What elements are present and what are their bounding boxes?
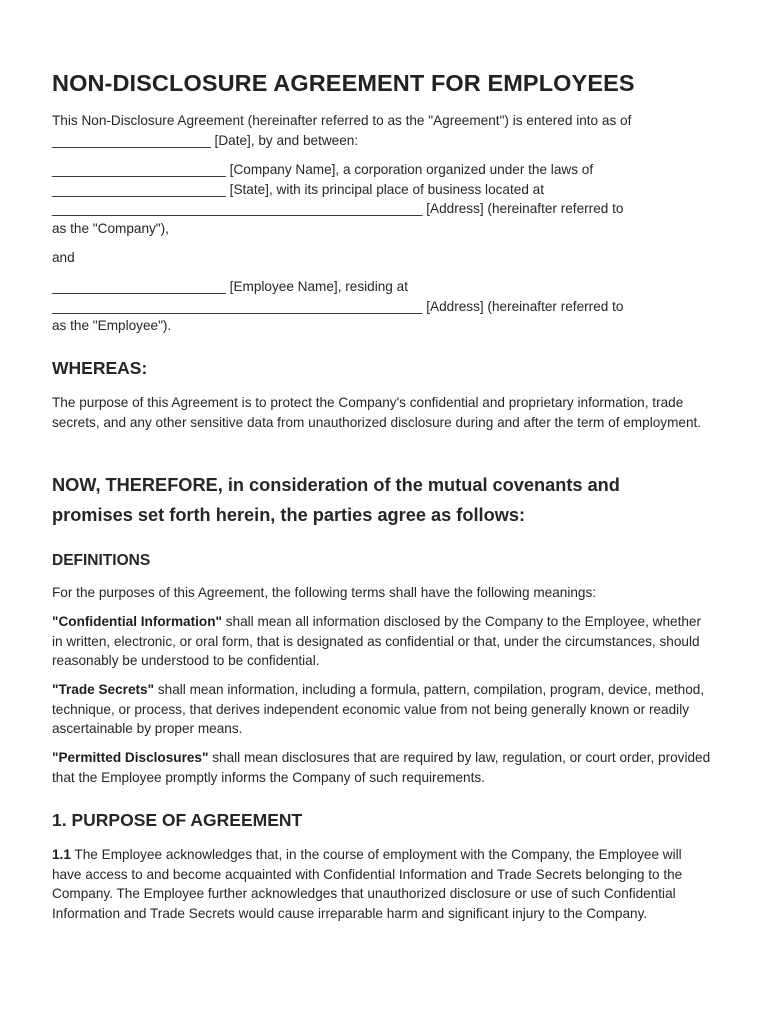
company-line-3: _________________________________________________ [Address] (hereinafter referred to — [52, 201, 624, 217]
definition-term: "Confidential Information" — [52, 614, 222, 629]
and-text: and — [52, 250, 75, 265]
definition-permitted-disclosures — [52, 748, 712, 787]
definition-trade-secrets — [52, 680, 718, 739]
intro-line-2: _____________________ [Date], by and between: — [52, 132, 359, 148]
definition-text: shall mean information, including a formula, pattern, compilation, program, device, method, technique, or process, that derives independent economic value from not being generally known or readily ascertainable by proper means. — [52, 682, 705, 737]
definition-term: "Permitted Disclosures" — [52, 750, 209, 765]
section-1-heading: 1. PURPOSE OF AGREEMENT — [52, 810, 303, 830]
employee-line-1: _______________________ [Employee Name], residing at — [52, 279, 408, 294]
now-therefore-heading — [52, 470, 718, 530]
employee-line-2: _________________________________________________ [Address] (hereinafter referred to — [52, 298, 624, 314]
whereas-text: The purpose of this Agreement is to protect the Company's confidential and proprietary information, trade secrets, and any other sensitive data from unauthorized disclosure during and after the term of employment. — [52, 395, 702, 430]
clause-number: 1.1 — [52, 847, 71, 862]
definition-text: shall mean all information disclosed by the Company to the Employee, whether in written, electronic, or oral form, that is designated as confidential or that, under the circumstances, should reasonably be understood to be confidential. — [52, 614, 702, 669]
employee-paragraph — [52, 277, 718, 336]
now-therefore-line-1: NOW, THEREFORE, in consideration of the mutual covenants and — [52, 475, 620, 495]
now-therefore-line-2: promises set forth herein, the parties agree as follows: — [52, 505, 526, 525]
definition-text: shall mean disclosures that are required by law, regulation, or court order, provided that the Employee promptly informs the Company of such requirements. — [52, 750, 711, 785]
definition-term: "Trade Secrets" — [52, 682, 155, 697]
company-line-2: _______________________ [State], with its principal place of business located at — [52, 181, 544, 197]
intro-line-1: This Non-Disclosure Agreement (hereinafter referred to as the "Agreement") is entered into as of — [52, 113, 632, 128]
employee-line-3: as the "Employee"). — [52, 318, 172, 334]
company-line-4: as the "Company"), — [52, 221, 169, 237]
clause-text: The Employee acknowledges that, in the course of employment with the Company, the Employee will have access to and become acquainted with Confidential Information and Trade Secrets belonging to the Company. The Employee further acknowledges that unauthorized disclosure or use of such Confidential Information and Trade Secrets would cause irreparable harm and significant injury to the Company. — [52, 847, 683, 922]
clause-1-1 — [52, 845, 712, 924]
definitions-heading: DEFINITIONS — [52, 552, 151, 569]
company-paragraph — [52, 160, 718, 239]
definitions-intro: For the purposes of this Agreement, the following terms shall have the following meanings: — [52, 585, 597, 600]
page-title: NON-DISCLOSURE AGREEMENT FOR EMPLOYEES — [52, 70, 635, 96]
whereas-heading: WHEREAS: — [52, 358, 148, 378]
intro-paragraph — [52, 111, 718, 150]
definition-confidential-information — [52, 612, 714, 671]
company-line-1: _______________________ [Company Name], a corporation organized under the laws of — [52, 162, 594, 177]
